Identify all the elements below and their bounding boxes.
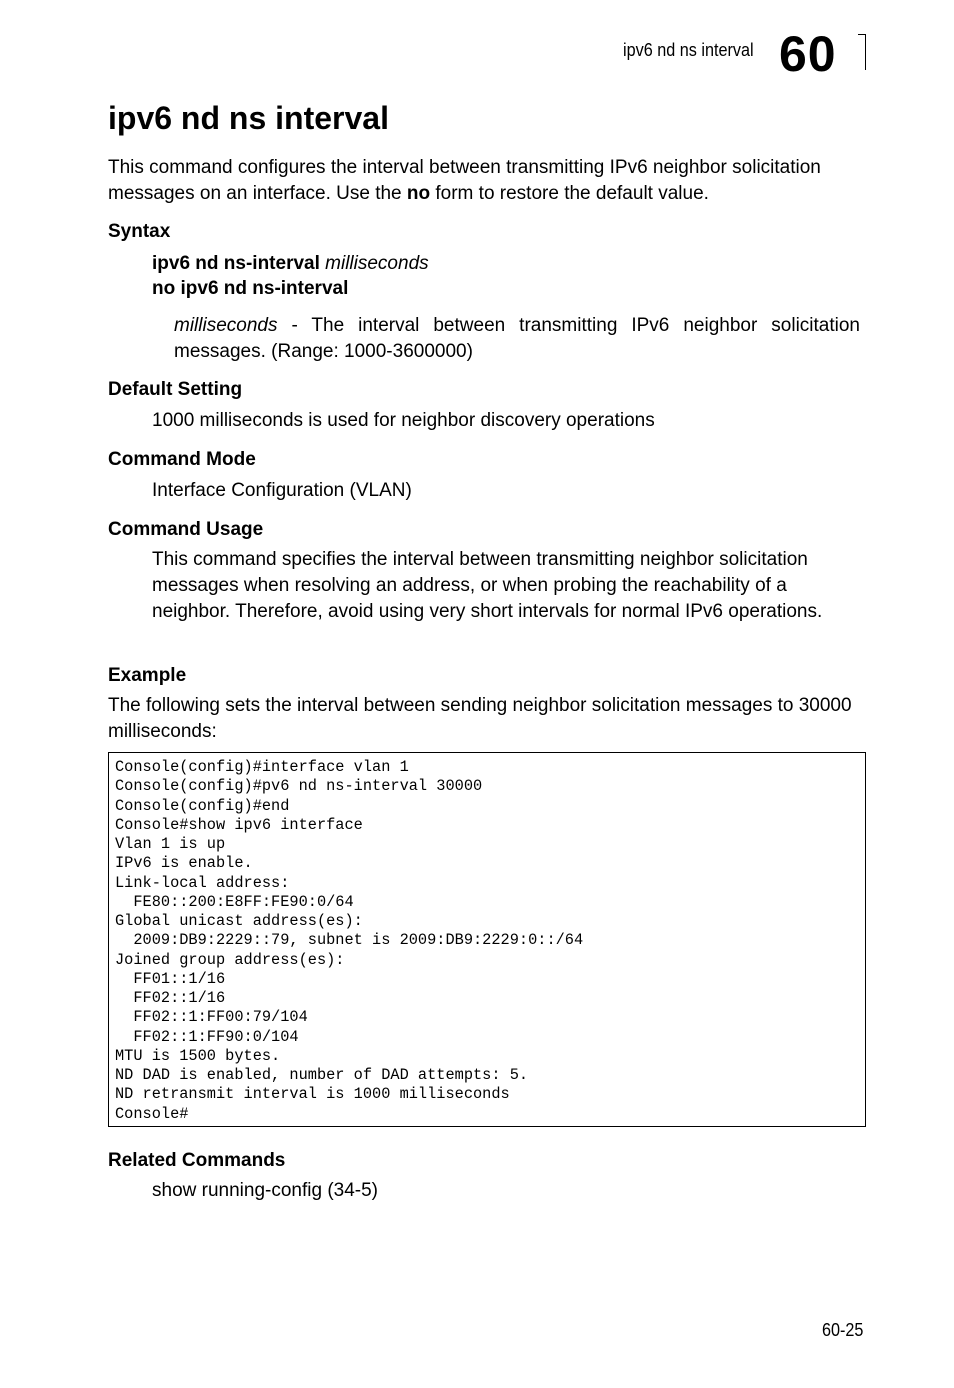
example-text: The following sets the interval between sending neighbor solicitation messages to 30000 milliseconds: [108,695,852,742]
chapter-rule [865,34,866,70]
syntax-parameter: milliseconds [325,253,429,274]
code-line: FF01::1/16 [115,969,226,988]
code-line: FE80::200:E8FF:FE90:0/64 [115,892,354,911]
parameter-description [174,313,860,365]
code-line: Console#show ipv6 interface [115,815,363,834]
code-line: FF02::1/16 [115,989,226,1007]
code-line: FF02::1:FF90:0/104 [115,1027,299,1046]
intro-text-2: form to restore the default value. [430,183,709,204]
syntax-line-2 [152,276,348,302]
code-line: Console(config)#interface vlan 1 [115,758,409,776]
page-number: 60-25 [822,1320,864,1340]
code-line: Console(config)#pv6 nd ns-interval 30000 [115,777,483,796]
code-line: MTU is 1500 bytes. [115,1046,281,1065]
syntax-heading: Syntax [108,221,171,242]
intro-paragraph [108,155,878,207]
code-line: Vlan 1 is up [115,835,226,853]
syntax-command: ipv6 nd ns-interval [152,253,320,274]
command-mode-text: Interface Configuration (VLAN) [152,480,412,501]
intro-no-keyword: no [406,183,431,204]
intro-text-1: This command configures the interval between transmitting IPv6 neighbor solicitation messages on an interface. Use the [108,157,821,204]
parameter-text: - The interval between transmitting IPv6 neighbor solicitation messages. (Range: 1000-3600000) [174,315,860,362]
code-line: Global unicast address(es): [115,912,363,930]
command-usage-text: This command specifies the interval between transmitting neighbor solicitation messages when resolving an address, or when probing the reachability of a neighbor. Therefore, avoid using very short intervals for normal IPv6 operations. [152,549,823,622]
parameter-name: milliseconds [174,315,278,336]
command-usage-heading: Command Usage [108,519,264,540]
code-line: FF02::1:FF00:79/104 [115,1008,308,1027]
syntax-no-command: no ipv6 nd ns-interval [152,278,349,299]
related-command-link[interactable]: show running-config (34-5) [152,1180,379,1201]
page-title: ipv6 nd ns interval [108,100,389,136]
related-commands-heading: Related Commands [108,1150,286,1171]
code-example [108,752,866,1127]
code-line: Joined group address(es): [115,950,345,969]
chapter-number: 60 [779,26,837,82]
command-mode-heading: Command Mode [108,449,256,470]
code-line: Console# [115,1104,189,1123]
code-line: IPv6 is enable. [115,854,253,873]
code-line: Console(config)#end [115,796,290,815]
running-title: ipv6 nd ns interval [623,40,754,60]
code-line: Link-local address: [115,873,290,892]
code-line: ND DAD is enabled, number of DAD attempts: 5. [115,1066,529,1084]
code-line: ND retransmit interval is 1000 milliseconds [115,1085,510,1104]
code-line: 2009:DB9:2229::79, subnet is 2009:DB9:2229:0::/64 [115,931,584,950]
default-setting-text: 1000 milliseconds is used for neighbor discovery operations [152,410,655,431]
syntax-line-1 [152,251,429,277]
example-heading: Example [108,665,187,686]
default-setting-heading: Default Setting [108,379,243,400]
